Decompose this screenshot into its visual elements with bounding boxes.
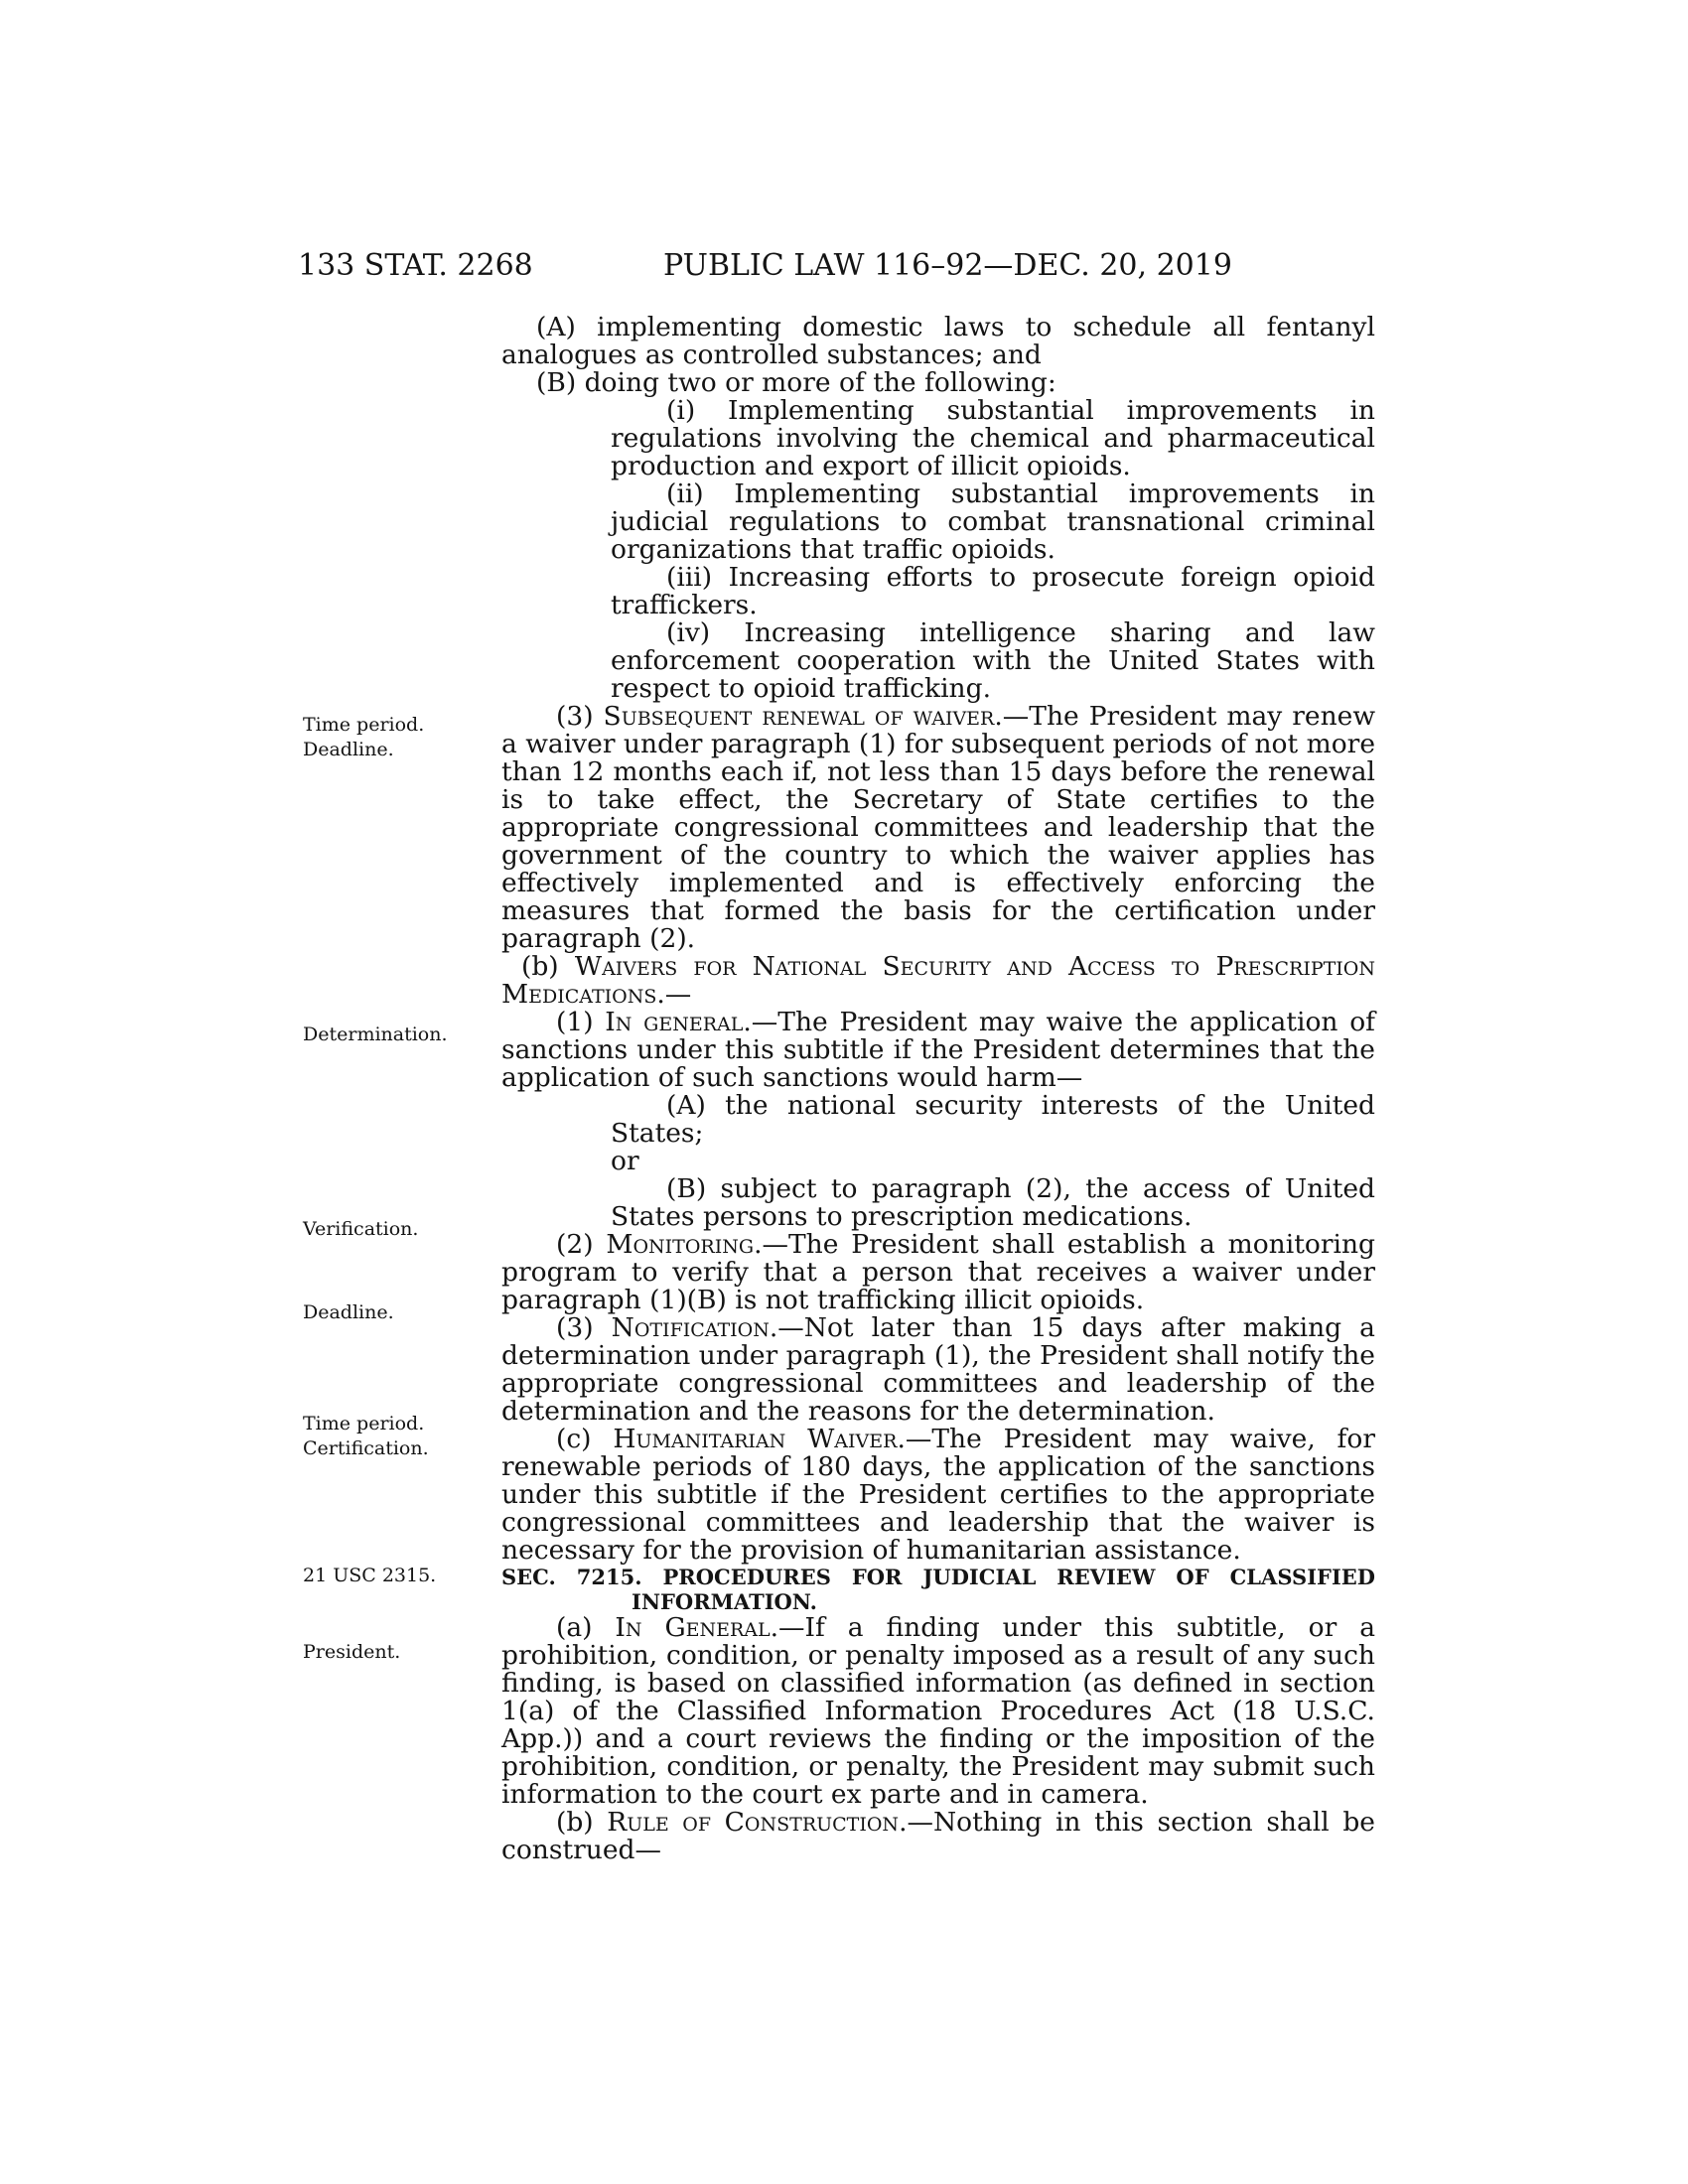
subparagraph-B-prescription: (B) subject to paragraph (2), the access of United States persons to prescription medications. (611, 1173, 1375, 1232)
subsection-b-waivers: (b) Waivers for National Security and Access to Prescription Medications.— (501, 951, 1375, 1010)
margin-note-deadline: Deadline. (303, 1301, 394, 1323)
subsection-b-rule-of-construction: (b) Rule of Construction.—Nothing in this section shall be construed— (501, 1807, 1375, 1865)
paragraph-heading: Notification (611, 1312, 770, 1343)
section-7215-title: SEC. 7215. PROCEDURES FOR JUDICIAL REVIEW OF CLASSIFIED INFORMATION. (501, 1565, 1375, 1614)
paragraph-3-subsequent-renewal: (3) Subsequent renewal of waiver.—The President may renew a waiver under paragraph (1) for subsequent periods of not more than 12 months each if, not less than 15 days before the renewal is to take effect, the Secretary of State certifies to the appropriate congressional committees and leadership that the government of the country to which the waiver applies has effectively implemented and is effectively enforcing the measures that formed the basis for the certification under paragraph (2). (501, 701, 1376, 954)
paragraph-A-fentanyl: (A) implementing domestic laws to schedule all fentanyl analogues as controlled substances; and (501, 312, 1375, 370)
margin-note-president: President. (303, 1641, 401, 1663)
paragraph-2-monitoring: (2) Monitoring.—The President shall establish a monitoring program to verify that a person that receives a waiver under paragraph (1)(B) is not trafficking illicit opioids. (501, 1229, 1375, 1315)
margin-note-verification: Verification. (303, 1218, 419, 1240)
paragraph-1-in-general: (1) In general.—The President may waive the application of sanctions under this subtitle if the President determines that the application of such sanctions would harm— (501, 1007, 1375, 1093)
margin-note-determination: Determination. (303, 1024, 448, 1045)
paragraph-heading: In general (605, 1007, 744, 1037)
document-body (501, 314, 1375, 1864)
subparagraph-A-national-security: (A) the national security interests of the United States; (611, 1090, 1375, 1149)
paragraph-B-measures: (B) doing two or more of the following: (536, 367, 1056, 398)
subsection-heading: Humanitarian Waiver (613, 1424, 898, 1454)
paragraph-heading: Subsequent renewal of waiver (603, 701, 995, 732)
clause-iii: (iii) Increasing efforts to prosecute foreign opioid traffickers. (611, 562, 1375, 620)
margin-note-time-period-certification: Time period. Certification. (303, 1413, 429, 1459)
subsection-heading: Waivers for National Security and Access to Prescription Medications (501, 951, 1375, 1010)
paragraph-3-notification: (3) Notification.—Not later than 15 days after making a determination under paragraph (1), the President shall notify the appropriate congressional committees and leadership of the determination and the reasons for the determination. (501, 1312, 1375, 1427)
clause-i: (i) Implementing substantial improvements in regulations involving the chemical and pharmaceutical production and export of illicit opioids. (611, 395, 1375, 481)
subsection-c-humanitarian: (c) Humanitarian Waiver.—The President may waive, for renewable periods of 180 days, the application of the sanctions under this subtitle if the President certifies to the appropriate congressional committees and leadership that the waiver is necessary for the provision of humanitarian assistance. (501, 1424, 1375, 1566)
running-header: PUBLIC LAW 116–92—DEC. 20, 2019 (663, 248, 1232, 283)
subsection-heading: In General (615, 1612, 771, 1643)
clause-ii: (ii) Implementing substantial improvements in judicial regulations to combat transnational criminal organizations that traffic opioids. (611, 478, 1375, 565)
conjunction-or: or (611, 1146, 639, 1176)
subsection-a-in-general: (a) In General.—If a finding under this subtitle, or a prohibition, condition, or penalty imposed as a result of any such finding, is based on classified information (as defined in section 1(a) of the Classified Information Procedures Act (18 U.S.C. App.)) and a court reviews the finding or the imposition of the prohibition, condition, or penalty, the President may submit such information to the court ex parte and in camera. (501, 1612, 1375, 1810)
margin-note-time-period-deadline: Time period. Deadline. (303, 714, 425, 760)
margin-note-usc-citation: 21 USC 2315. (303, 1565, 437, 1586)
clause-iv: (iv) Increasing intelligence sharing and law enforcement cooperation with the United States with respect to opioid trafficking. (611, 617, 1375, 704)
stat-citation: 133 STAT. 2268 (298, 248, 533, 283)
paragraph-heading: Monitoring (606, 1229, 755, 1260)
subsection-heading: Rule of Construction (607, 1807, 900, 1838)
